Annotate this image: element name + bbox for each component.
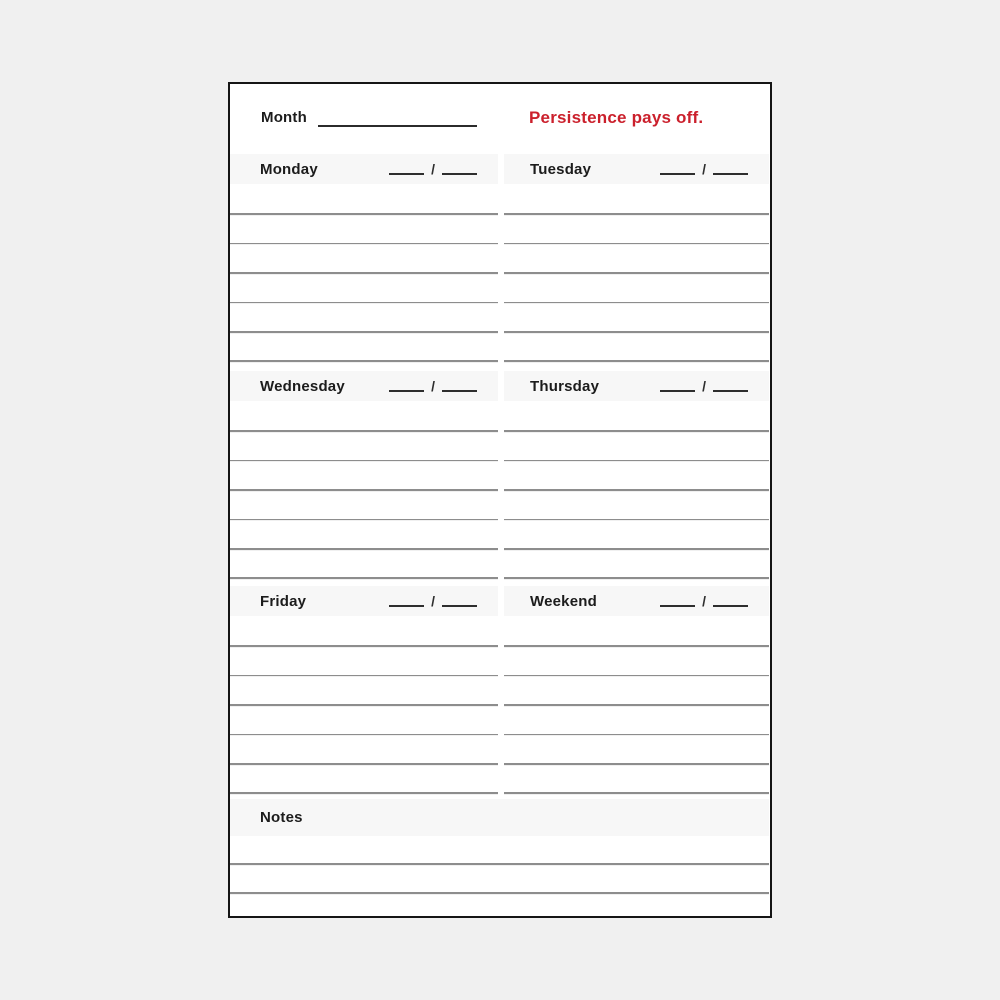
date-blank bbox=[713, 173, 748, 175]
day-label: Thursday bbox=[530, 377, 600, 395]
date-blank bbox=[389, 390, 424, 392]
ruled-line bbox=[230, 577, 498, 579]
date-blank bbox=[713, 390, 748, 392]
ruled-line bbox=[504, 763, 769, 765]
ruled-lines bbox=[504, 184, 769, 371]
notes-header bbox=[230, 799, 769, 836]
section-monday-tuesday bbox=[230, 154, 769, 371]
ruled-line bbox=[504, 213, 769, 215]
ruled-line bbox=[504, 243, 769, 245]
ruled-line bbox=[230, 548, 498, 550]
date-blank bbox=[389, 605, 424, 607]
ruled-line bbox=[504, 792, 769, 794]
ruled-line bbox=[504, 704, 769, 706]
motivational-quote: Persistence pays off. bbox=[529, 108, 704, 127]
ruled-line bbox=[230, 763, 498, 765]
date-field bbox=[660, 377, 748, 394]
ruled-lines bbox=[230, 401, 498, 588]
wednesday-column bbox=[230, 371, 498, 588]
date-blank bbox=[389, 173, 424, 175]
thursday-column bbox=[504, 371, 769, 588]
date-separator: / bbox=[702, 377, 706, 394]
date-separator: / bbox=[431, 592, 435, 609]
ruled-line bbox=[230, 331, 498, 333]
ruled-line bbox=[230, 430, 498, 432]
date-separator: / bbox=[431, 160, 435, 177]
day-label: Friday bbox=[260, 592, 307, 610]
section-friday-weekend bbox=[230, 586, 769, 803]
date-separator: / bbox=[702, 592, 706, 609]
ruled-line bbox=[504, 272, 769, 274]
day-header-tuesday bbox=[504, 154, 769, 184]
ruled-line bbox=[230, 302, 498, 304]
day-label: Tuesday bbox=[530, 160, 592, 178]
ruled-line bbox=[504, 331, 769, 333]
date-blank bbox=[660, 605, 695, 607]
ruled-lines bbox=[504, 401, 769, 588]
ruled-line bbox=[504, 548, 769, 550]
weekend-column bbox=[504, 586, 769, 803]
date-blank bbox=[660, 390, 695, 392]
date-field bbox=[660, 592, 748, 609]
ruled-lines bbox=[230, 616, 498, 803]
date-field bbox=[660, 160, 748, 177]
date-blank bbox=[442, 173, 477, 175]
ruled-line bbox=[504, 577, 769, 579]
friday-column bbox=[230, 586, 498, 803]
day-header-wednesday bbox=[230, 371, 498, 401]
date-blank bbox=[442, 390, 477, 392]
ruled-line bbox=[230, 645, 498, 647]
ruled-line bbox=[504, 489, 769, 491]
notes-label: Notes bbox=[260, 809, 303, 826]
month-blank-line bbox=[318, 125, 477, 127]
ruled-line bbox=[230, 213, 498, 215]
ruled-line bbox=[230, 792, 498, 794]
tuesday-column bbox=[504, 154, 769, 371]
ruled-line bbox=[504, 430, 769, 432]
day-header-weekend bbox=[504, 586, 769, 616]
date-blank bbox=[660, 173, 695, 175]
date-separator: / bbox=[702, 160, 706, 177]
date-field bbox=[389, 592, 477, 609]
day-label: Wednesday bbox=[260, 377, 345, 395]
date-separator: / bbox=[431, 377, 435, 394]
ruled-line bbox=[504, 675, 769, 677]
ruled-lines bbox=[504, 616, 769, 803]
day-header-friday bbox=[230, 586, 498, 616]
date-field bbox=[389, 160, 477, 177]
month-label: Month bbox=[261, 109, 307, 126]
ruled-line bbox=[504, 645, 769, 647]
ruled-line bbox=[230, 675, 498, 677]
section-wednesday-thursday bbox=[230, 371, 769, 588]
ruled-line bbox=[230, 489, 498, 491]
ruled-line bbox=[504, 519, 769, 521]
day-label: Weekend bbox=[530, 592, 597, 610]
ruled-line bbox=[230, 272, 498, 274]
notes-ruled-lines bbox=[230, 836, 769, 915]
day-header-thursday bbox=[504, 371, 769, 401]
ruled-lines bbox=[230, 184, 498, 371]
weekly-planner-sheet bbox=[228, 82, 772, 918]
ruled-line bbox=[504, 302, 769, 304]
ruled-line bbox=[504, 360, 769, 362]
ruled-line bbox=[230, 519, 498, 521]
ruled-line bbox=[230, 360, 498, 362]
ruled-line bbox=[504, 460, 769, 462]
date-blank bbox=[713, 605, 748, 607]
ruled-line bbox=[504, 734, 769, 736]
date-blank bbox=[442, 605, 477, 607]
ruled-line bbox=[230, 734, 498, 736]
day-label: Monday bbox=[260, 160, 318, 178]
ruled-line bbox=[230, 704, 498, 706]
ruled-line bbox=[230, 863, 769, 865]
ruled-line bbox=[230, 243, 498, 245]
day-header-monday bbox=[230, 154, 498, 184]
ruled-line bbox=[230, 892, 769, 894]
monday-column bbox=[230, 154, 498, 371]
ruled-line bbox=[230, 460, 498, 462]
date-field bbox=[389, 377, 477, 394]
